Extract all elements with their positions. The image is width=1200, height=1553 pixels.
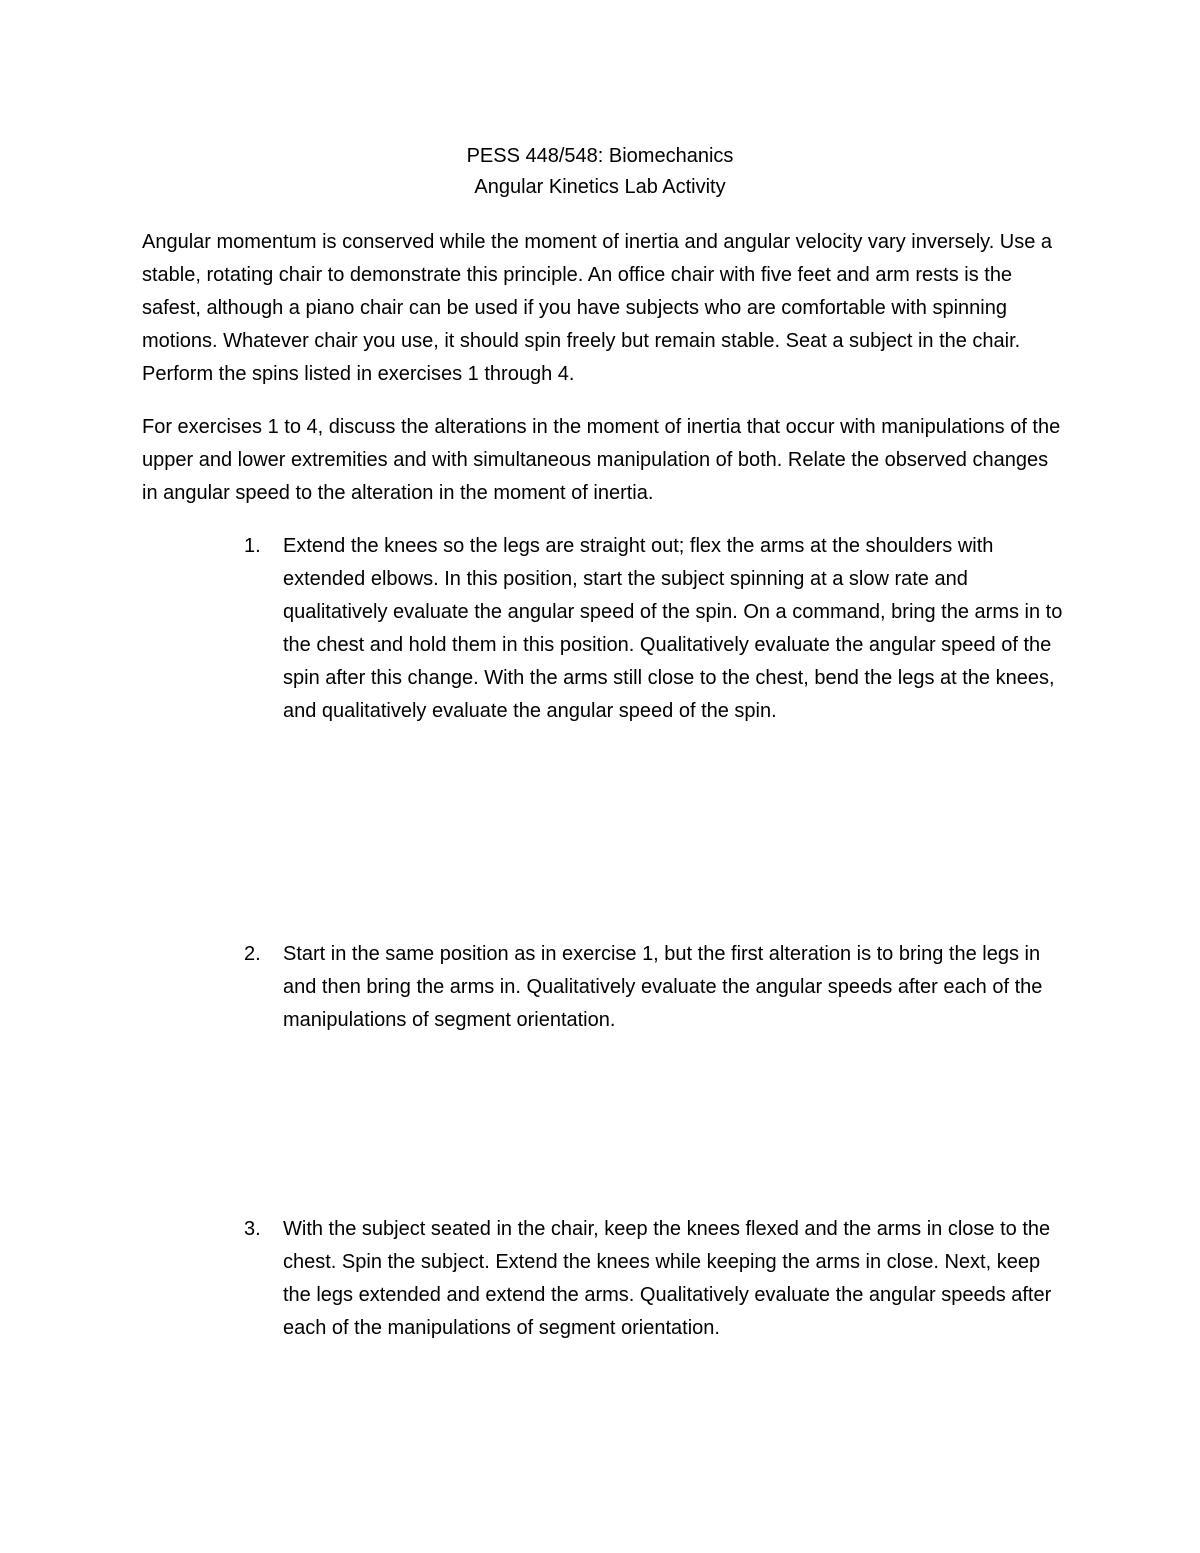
exercise-item xyxy=(244,1213,1064,1345)
exercise-item xyxy=(244,530,1064,728)
exercise-number: 1. xyxy=(244,535,261,557)
exercise-item xyxy=(244,938,1064,1037)
exercise-text: Extend the knees so the legs are straight out; flex the arms at the shoulders with extended elbows. In this position, start the subject spinning at a slow rate and qualitatively evaluate the angular speed of the spin. On a command, bring the arms in to the chest and hold them in this position. Qualitatively evaluate the angular speed of the spin after this change. With the arms still close to the chest, bend the legs at the knees, and qualitatively evaluate the angular speed of the spin. xyxy=(283,535,1063,722)
intro-paragraph: Angular momentum is conserved while the moment of inertia and angular velocity vary inversely. Use a stable, rotating chair to demonstrate this principle. An office chair with five feet and arm rests is the safest, although a piano chair can be used if you have subjects who are comfortable with spinning motions. Whatever chair you use, it should spin freely but remain stable. Seat a subject in the chair. Perform the spins listed in exercises 1 through 4. xyxy=(142,231,1053,385)
exercise-number: 3. xyxy=(244,1218,261,1240)
title-block xyxy=(0,141,1200,203)
exercise-text: Start in the same position as in exercise 1, but the first alteration is to bring the legs in and then bring the arms in. Qualitatively evaluate the angular speeds after each of the manipulations of segment orientation. xyxy=(283,943,1043,1031)
exercise-number: 2. xyxy=(244,943,261,965)
course-title: PESS 448/548: Biomechanics xyxy=(466,145,734,167)
activity-subtitle: Angular Kinetics Lab Activity xyxy=(474,176,726,198)
instructions-paragraph: For exercises 1 to 4, discuss the alterations in the moment of inertia that occur with manipulations of the upper and lower extremities and with simultaneous manipulation of both. Relate the observed changes in angular speed to the alteration in the moment of inertia. xyxy=(142,416,1061,504)
exercise-text: With the subject seated in the chair, keep the knees flexed and the arms in close to the chest. Spin the subject. Extend the knees while keeping the arms in close. Next, keep the legs extended and extend the arms. Qualitatively evaluate the angular speeds after each of the manipulations of segment orientation. xyxy=(283,1218,1052,1339)
